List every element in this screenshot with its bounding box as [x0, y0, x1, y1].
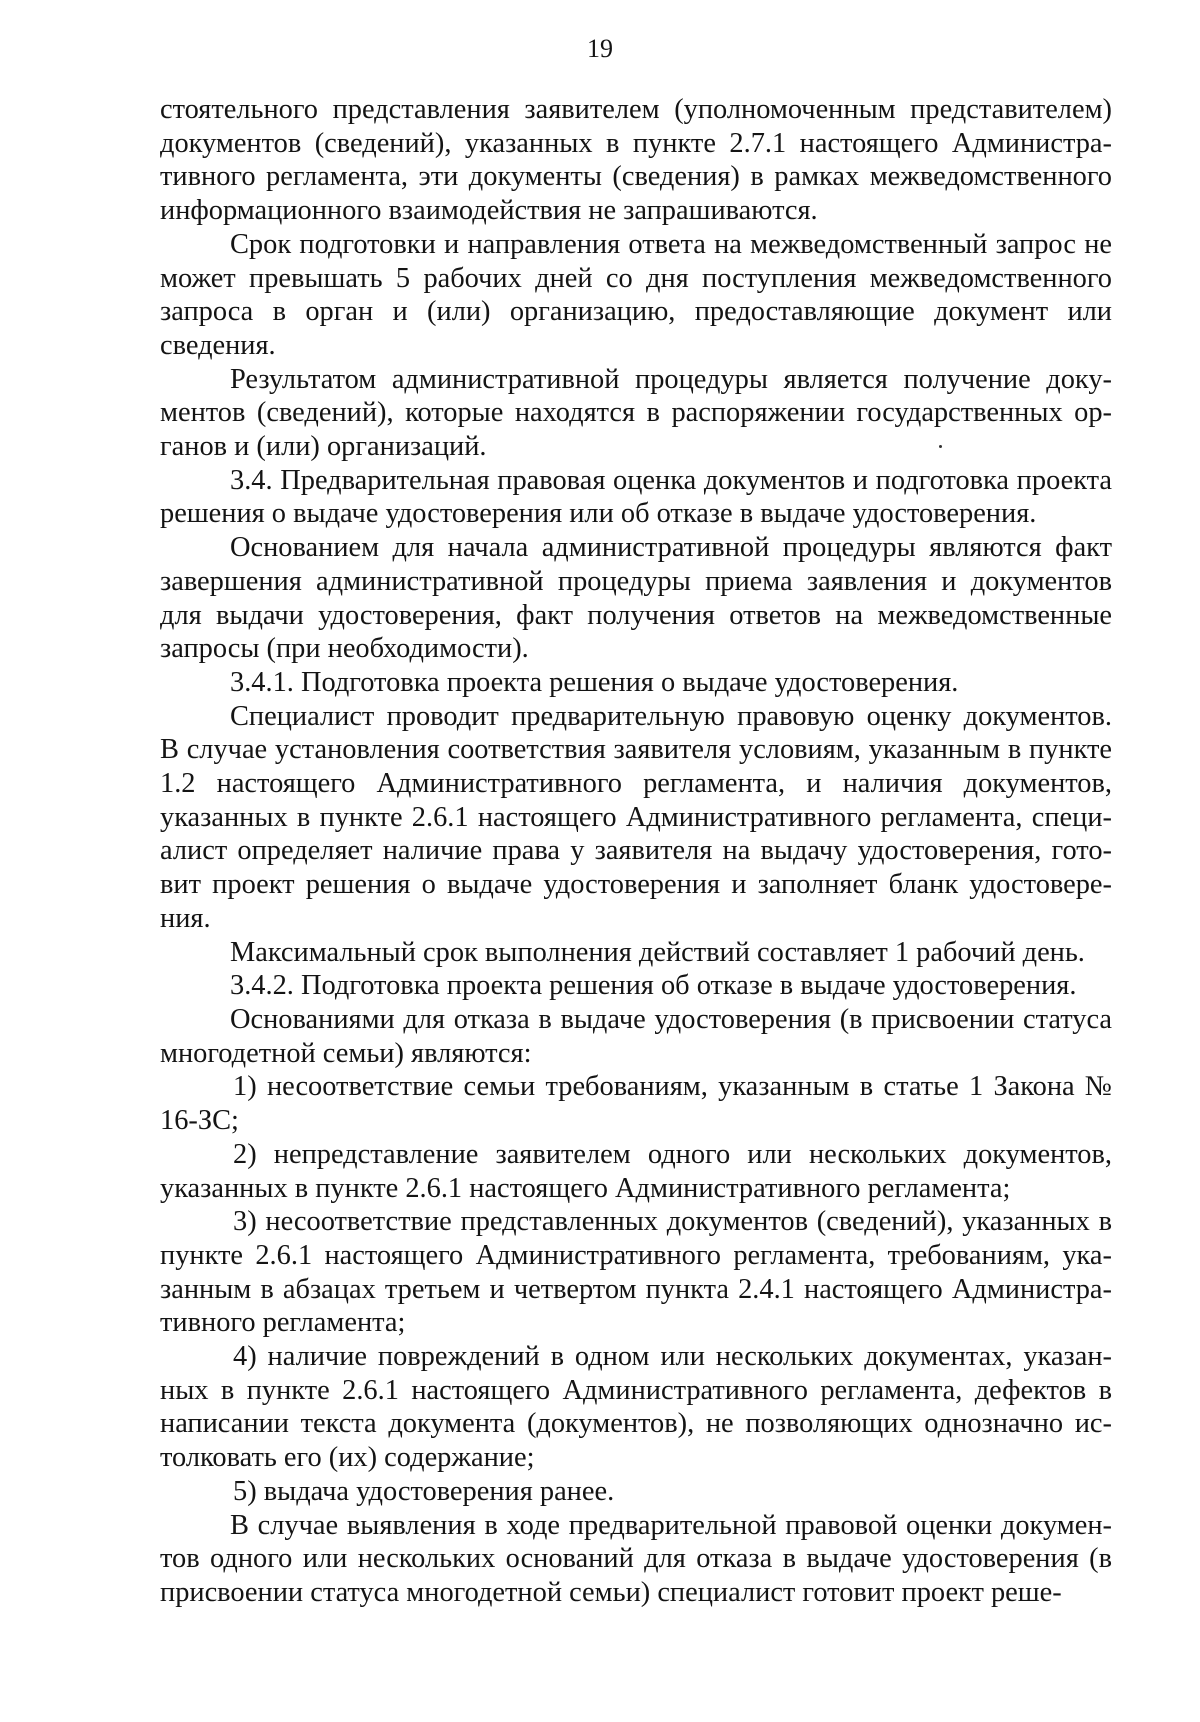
paragraph-procedure-result: Результатом административной процедуры является получение документов (сведений), которые находятся в распоряжении государственных органов и (или) организаций. [160, 363, 1112, 463]
paragraph-response-deadline: Срок подготовки и направления ответа на межведомственный запрос не может превышать 5 рабочих дней со дня поступления межведомственного запроса в орган и (или) организацию, предоставляющие документ или сведения. [160, 228, 1112, 361]
page-number: 19 [587, 34, 613, 63]
section-heading-3-4-1: 3.4.1. Подготовка проекта решения о выдаче удостоверения. [230, 666, 959, 698]
paragraph-refusal-decision: В случае выявления в ходе предварительной правовой оценки документов одного или нескольких оснований для отказа в выдаче удостоверения (в присвоении статуса многодетной семьи) специалист готовит проект реше- [160, 1509, 1112, 1608]
document-body [160, 93, 1112, 1610]
section-heading-3-4: 3.4. Предварительная правовая оценка документов и подготовка проекта решения о выдаче удостоверения или об отказе в выдаче удостоверения. [160, 464, 1112, 530]
paragraph-legal-assessment: Специалист проводит предварительную правовую оценку документов. В случае установления соответствия заявителя условиям, указанным в пункте 1.2 настоящего Административного регламента, и наличия документов, указанных в пункте 2.6.1 настоящего Административного регламента, специалист определяет наличие права у заявителя на выдачу удостоверения, готовит проект решения о выдаче удостоверения и заполняет бланк удостоверения. [160, 700, 1112, 934]
paragraph-procedure-basis: Основанием для начала административной процедуры являются факт завершения административной процедуры приема заявления и документов для выдачи удостоверения, факт получения ответов на межведомственные запросы (при необходимости). [160, 532, 1112, 665]
list-item-5: 5) выдача удостоверения ранее. [233, 1475, 615, 1507]
list-item-1: 1) несоответствие семьи требованиям, указанным в статье 1 Закона № 16-ЗС; [160, 1071, 1112, 1137]
paragraph-max-duration: Максимальный срок выполнения действий составляет 1 рабочий день. [230, 936, 1085, 968]
list-item-4: 4) наличие повреждений в одном или нескольких документах, указанных в пункте 2.6.1 настоящего Административного регламента, дефектов в написании текста документа (документов), не позволяющих однозначно истолковать его (их) содержание; [160, 1341, 1112, 1474]
list-item-2: 2) непредставление заявителем одного или нескольких документов, указанных в пункте 2.6.1 настоящего Административного регламента; [160, 1138, 1112, 1204]
section-heading-3-4-2: 3.4.2. Подготовка проекта решения об отказе в выдаче удостоверения. [230, 970, 1077, 1002]
paragraph-refusal-grounds-intro: Основаниями для отказа в выдаче удостоверения (в присвоении статуса многодетной семьи) являются: [160, 1003, 1112, 1069]
list-item-3: 3) несоответствие представленных документов (сведений), указанных в пункте 2.6.1 настоящего Административного регламента, требованиям, указанным в абзацах третьем и четвертом пункта 2.4.1 настоящего Административного регламента; [160, 1206, 1112, 1339]
paragraph-continuation: стоятельного представления заявителем (уполномоченным представителем) документов (сведений), указанных в пункте 2.7.1 настоящего Административного регламента, эти документы (сведения) в рамках межведомственного информационного взаимодействия не запрашиваются. [160, 94, 1112, 227]
